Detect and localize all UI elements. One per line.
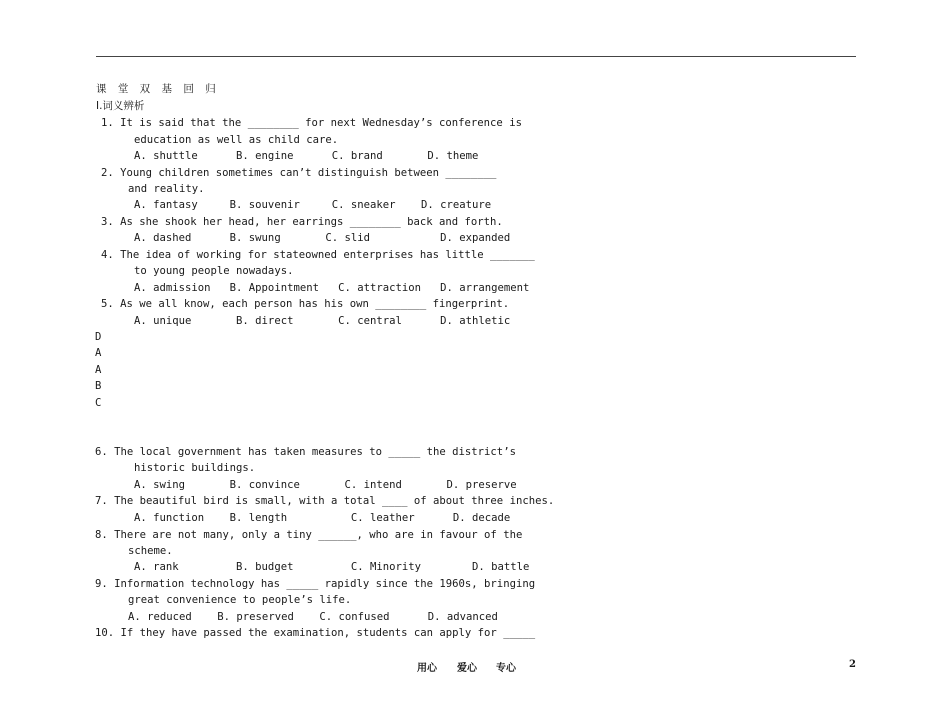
footer-item-3: 专心	[496, 663, 516, 674]
question-9-continuation: great convenience to people’s life.	[128, 594, 352, 606]
question-3-options: A. dashed B. swung C. slid D. expanded	[134, 232, 511, 244]
answer-5: C	[95, 397, 102, 409]
answer-3: A	[95, 364, 102, 376]
question-6: 6. The local government has taken measures to _____ the district’s	[95, 446, 516, 458]
question-5-options: A. unique B. direct C. central D. athletic	[134, 315, 511, 327]
question-2-options: A. fantasy B. souvenir C. sneaker D. creature	[134, 199, 492, 211]
question-1-continuation: education as well as child care.	[134, 134, 339, 146]
page-title: 课 堂 双 基 回 归	[96, 83, 220, 95]
question-9-options: A. reduced B. preserved C. confused D. advanced	[128, 611, 498, 623]
question-5: 5. As we all know, each person has his own ________ fingerprint.	[101, 298, 510, 310]
question-6-continuation: historic buildings.	[134, 462, 256, 474]
section-heading: Ⅰ.词义辨析	[96, 100, 145, 112]
question-7-options: A. function B. length C. leather D. decade	[134, 512, 511, 524]
question-10: 10. If they have passed the examination, students can apply for _____	[95, 627, 536, 639]
answer-4: B	[95, 380, 102, 392]
answer-1: D	[95, 331, 102, 343]
header-rule	[96, 56, 856, 57]
question-2-continuation: and reality.	[128, 183, 205, 195]
question-1-options: A. shuttle B. engine C. brand D. theme	[134, 150, 479, 162]
question-7: 7. The beautiful bird is small, with a total ____ of about three inches.	[95, 495, 555, 507]
question-8: 8. There are not many, only a tiny ______, who are in favour of the	[95, 529, 523, 541]
question-2: 2. Young children sometimes can’t distinguish between ________	[101, 167, 497, 179]
question-4-options: A. admission B. Appointment C. attraction D. arrangement	[134, 282, 530, 294]
question-4: 4. The idea of working for stateowned enterprises has little _______	[101, 249, 535, 261]
question-4-continuation: to young people nowadays.	[134, 265, 294, 277]
question-8-options: A. rank B. budget C. Minority D. battle	[134, 561, 530, 573]
page-number: 2	[849, 659, 856, 670]
question-3: 3. As she shook her head, her earrings ________ back and forth.	[101, 216, 503, 228]
question-1: 1. It is said that the ________ for next Wednesday’s conference is	[101, 117, 522, 129]
footer-item-1: 用心	[417, 663, 437, 674]
question-6-options: A. swing B. convince C. intend D. preserve	[134, 479, 517, 491]
answer-2: A	[95, 347, 102, 359]
footer-item-2: 爱心	[457, 663, 477, 674]
question-9: 9. Information technology has _____ rapidly since the 1960s, bringing	[95, 578, 536, 590]
question-8-continuation: scheme.	[128, 545, 173, 557]
